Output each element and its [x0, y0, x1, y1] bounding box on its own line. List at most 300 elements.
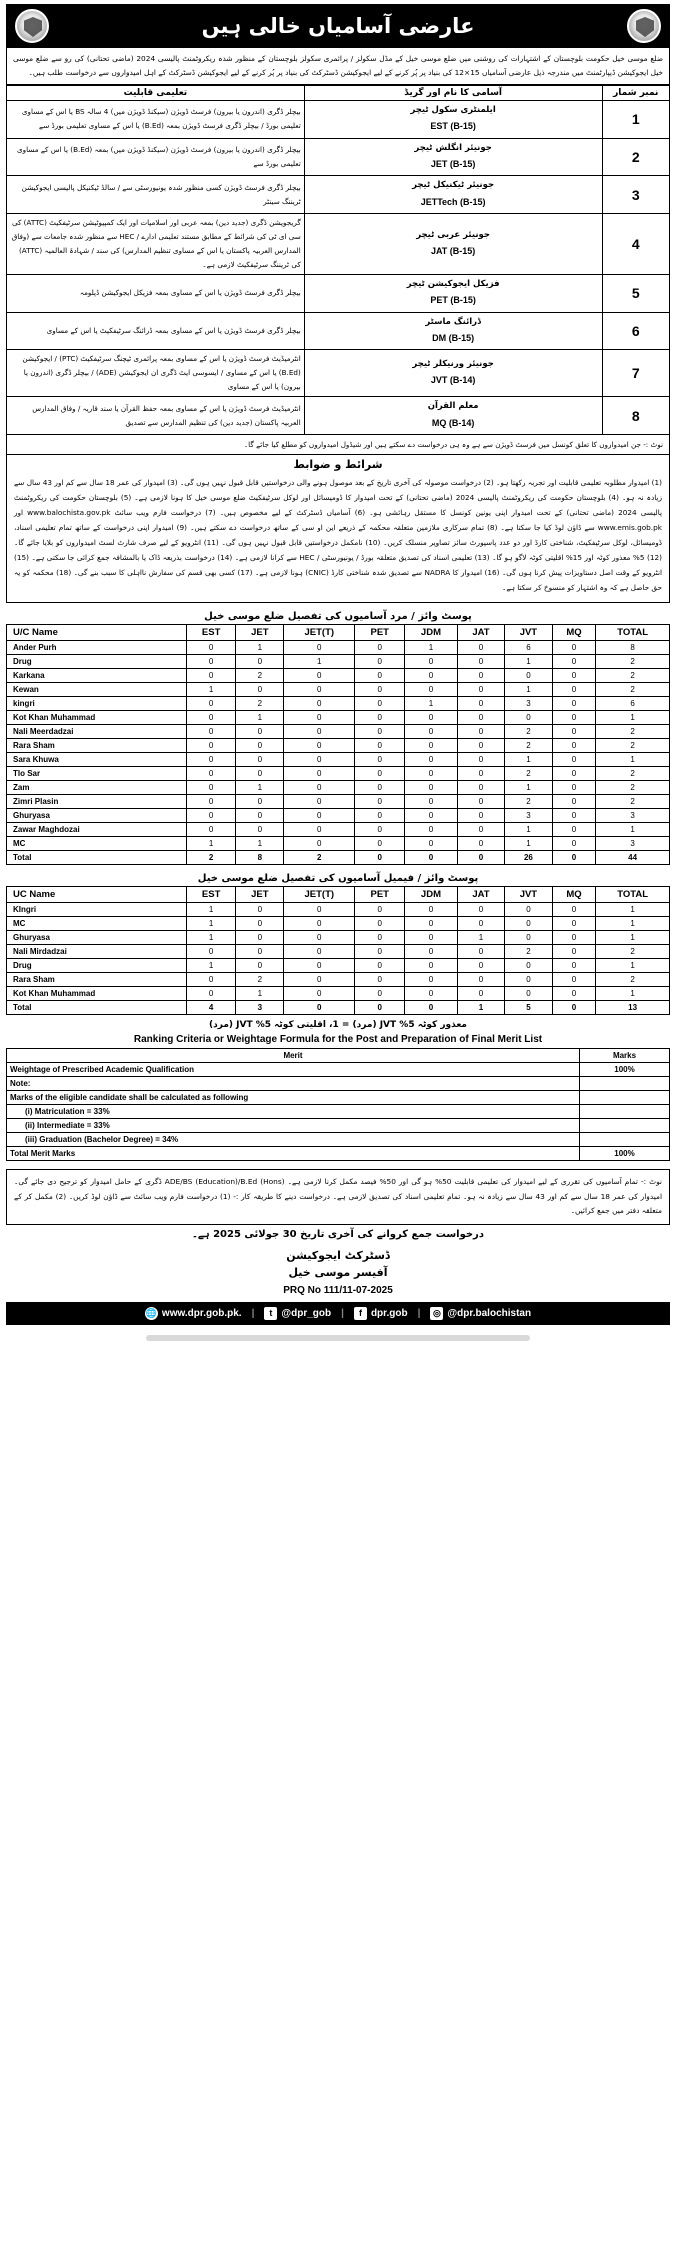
cell-mq: 0	[552, 724, 596, 738]
col-uc-name: UC Name	[7, 886, 187, 902]
twitter-icon: t	[264, 1307, 277, 1320]
cell-mq: 0	[552, 944, 596, 958]
posts-table-header-row	[7, 86, 670, 101]
col-merit: Merit	[7, 1048, 580, 1062]
cell-merit-label: Weightage of Prescribed Academic Qualification	[7, 1062, 580, 1076]
cell-est: 0	[186, 808, 236, 822]
cell-jat: 0	[457, 794, 504, 808]
cell-qualification: بیچلر ڈگری فرسٹ ڈویژن یا اس کے مساوی بمعہ فزیکل ایجوکیشن ڈپلومہ	[7, 275, 305, 313]
cell-jett: 0	[284, 682, 355, 696]
table-row	[7, 213, 670, 274]
col-pet: PET	[355, 624, 405, 640]
cell-merit-marks	[580, 1076, 670, 1090]
cell-jet: 0	[236, 654, 284, 668]
quota-line: معذور کوٹہ 5% JVT (مرد) = 1، اقلیتی کوٹہ 5% JVT (مرد)	[208, 1019, 468, 1030]
cell-jett: 0	[284, 836, 355, 850]
cell-jat: 0	[457, 986, 504, 1000]
divider: |	[341, 1308, 344, 1320]
cell-jdm: 0	[405, 836, 458, 850]
cell-total: 1	[596, 752, 670, 766]
cell-pet: 0	[355, 710, 405, 724]
table-row	[7, 1132, 670, 1146]
cell-total: 3	[596, 808, 670, 822]
post-code: DM (B-15)	[432, 332, 475, 343]
cell-jet: 0	[236, 682, 284, 696]
globe-icon: 🌐	[145, 1308, 158, 1319]
post-name-urdu: جونیئر ورنیکلر ٹیچر	[412, 358, 494, 369]
cell-serial: 3	[602, 176, 670, 214]
cell-jett: 1	[284, 654, 355, 668]
cell-mq: 0	[552, 640, 596, 654]
cell-jet: 1	[236, 986, 284, 1000]
cell-total: 1	[596, 902, 670, 916]
table-row	[7, 1104, 670, 1118]
cell-mq: 0	[552, 930, 596, 944]
cell-jdm: 0	[405, 944, 458, 958]
cell-jvt: 0	[505, 986, 553, 1000]
col-jat: JAT	[457, 886, 504, 902]
post-name-urdu: جونیئر عربی ٹیچر	[416, 229, 490, 240]
cell-total: 1	[596, 710, 670, 724]
cell-mq: 0	[552, 850, 596, 864]
table-row	[7, 176, 670, 214]
cell-jett: 0	[284, 958, 355, 972]
cell-jett: 0	[284, 794, 355, 808]
cell-total: 2	[596, 682, 670, 696]
cell-jet: 2	[236, 972, 284, 986]
table-row	[7, 350, 670, 397]
cell-serial: 8	[602, 397, 670, 435]
cell-uc-name: Ghuryasa	[7, 930, 187, 944]
cell-jdm: 0	[405, 794, 458, 808]
cell-jett: 0	[284, 1000, 355, 1014]
website-label: www.dpr.gob.pk.	[161, 1308, 242, 1320]
cell-jat: 0	[457, 808, 504, 822]
post-code: JVT (B-14)	[430, 375, 476, 386]
uc-table-1-header-row	[7, 624, 670, 640]
cell-jett: 0	[284, 822, 355, 836]
col-jat: JAT	[457, 624, 504, 640]
table-row	[7, 1118, 670, 1132]
cell-qualification: انٹرمیڈیٹ فرسٹ ڈویژن یا اس کے مساوی بمعہ حفظ القرآن یا سند قاریہ / وفاق المدارس العربیہ پاکستان (جدید دین) کی تنظیم المدارس سے تصدیق	[7, 397, 305, 435]
cell-jdm: 0	[405, 780, 458, 794]
terms-body: (1) امیدوار مطلوبہ تعلیمی قابلیت اور تجربہ رکھتا ہو۔ (2) درخواست موصولہ کی آخری تاریخ کے بعد موصول ہونے والی درخواستیں قابل قبول نہیں ہوں گی۔ (3) امیدوار کی عمر 18 سال سے کم اور 43 سال سے زیادہ نہ ہو۔ (4) بلوچستان حکومت کی ریکروٹمنٹ پالیسی 2024 (ماضی تحتانی) کے تحت امیدوار کا ڈومیسائل اور لوکل سرٹیفکیٹ ضلع موسی خیل کا ہونا لازمی ہے۔ (5) بلوچستان حکومت کی ریکروٹمنٹ پالیسی 2024 (ماضی تحتانی) کے تحت امیدوار اپنی یونین کونسل کا مستقل رہائشی ہو۔ (6) آسامیاں ڈسٹرکٹ کے لیے مخصوص ہیں۔ (7) درخواست فارم ویب سائٹ www.balochista.gov.pk اور www.emis.gob.pk سے ڈاؤن لوڈ کیا جا سکتا ہے۔ (8) تمام سرکاری ملازمین متعلقہ محکمہ کے ذریعے این او سی کے ساتھ درخواست دے سکتے ہیں۔ (9) امیدوار اپنی درخواست کے ساتھ تمام تعلیمی اسناد، ڈومیسائل، لوکل سرٹیفکیٹ، شناختی کارڈ اور دو عدد پاسپورٹ سائز تصاویر منسلک کریں۔ (10) نامکمل درخواستیں قابل قبول نہیں ہوں گی۔ (11) انٹرویو کے لیے صرف شارٹ لسٹ امیدواروں کو بلایا جائے گا۔ (12) 5% معذور کوٹہ اور 15% اقلیتی کوٹہ لاگو ہو گا۔ (13) تعلیمی اسناد کی تصدیق متعلقہ بورڈ / یونیورسٹی / HEC سے کرانا لازمی ہے۔ (14) درخواست بذریعہ ڈاک یا بالمشافہ جمع کرائی جا سکتی ہے۔ (15) انٹرویو کے وقت اصل دستاویزات پیش کرنا ہوں گی۔ (16) امیدوار کا NADRA سے تصدیق شدہ شناختی کارڈ (CNIC) ہونا لازمی ہے۔ (17) کسی بھی قسم کی سفارش نااہلی کا سبب بنے گی۔ (18) محکمہ کو یہ حق حاصل ہے کہ وہ اشتہار کو منسوخ کر سکتا ہے۔	[6, 472, 670, 603]
signature-line-1: ڈسٹرکٹ ایجوکیشن	[286, 1249, 390, 1263]
signature-line-2: آفیسر موسی خیل	[288, 1265, 388, 1279]
post-name-urdu: فزیکل ایجوکیشن ٹیچر	[406, 279, 500, 290]
instagram-link[interactable]	[430, 1307, 531, 1320]
table-row	[7, 138, 670, 176]
cell-est: 0	[186, 986, 236, 1000]
cell-jett: 0	[284, 944, 355, 958]
cell-jvt: 1	[505, 752, 553, 766]
post-name-urdu: ایلمنٹری سکول ٹیچر	[410, 105, 496, 116]
table-row-total	[7, 1146, 670, 1160]
cell-est: 0	[186, 696, 236, 710]
uc-table-male	[6, 624, 670, 865]
cell-jvt: 5	[505, 1000, 553, 1014]
cell-jet: 0	[236, 766, 284, 780]
cell-total: 2	[596, 794, 670, 808]
table-row	[7, 752, 670, 766]
cell-jat: 0	[457, 640, 504, 654]
cell-jet: 1	[236, 640, 284, 654]
col-post-name: آسامی کا نام اور گریڈ	[304, 86, 602, 101]
cell-serial: 4	[602, 213, 670, 274]
cell-merit-marks	[580, 1104, 670, 1118]
cell-total-merit-marks: 100%	[580, 1146, 670, 1160]
cell-uc-name: Zam	[7, 780, 187, 794]
divider: |	[251, 1308, 255, 1320]
uc-table-female	[6, 886, 670, 1015]
cell-jat: 0	[457, 836, 504, 850]
cell-jdm: 0	[405, 1000, 458, 1014]
cell-uc-name: MC	[7, 916, 187, 930]
table-row	[7, 986, 670, 1000]
cell-pet: 0	[355, 1000, 405, 1014]
cell-total: 1	[596, 916, 670, 930]
cell-jvt: 2	[505, 944, 553, 958]
cell-jvt: 0	[505, 930, 553, 944]
cell-mq: 0	[552, 902, 596, 916]
cell-serial: 2	[602, 138, 670, 176]
cell-jdm: 1	[405, 640, 458, 654]
cell-jat: 0	[457, 850, 504, 864]
cell-jvt: 0	[505, 902, 553, 916]
cell-jat: 0	[457, 902, 504, 916]
deadline-text: درخواست جمع کروانے کی آخری تاریخ 30 جولائی 2025 ہے۔	[192, 1229, 484, 1241]
facebook-label: dpr.gob	[370, 1308, 408, 1320]
cell-jett: 0	[284, 724, 355, 738]
cell-jat: 0	[457, 766, 504, 780]
col-jvt: JVT	[505, 886, 553, 902]
table-row	[7, 808, 670, 822]
cell-jvt: 1	[505, 780, 553, 794]
cell-qualification: گریجویشن ڈگری (جدید دین) بمعہ عربی اور اسلامیات اور ایک کمپیوٹیشن سرٹیفکیٹ (ATTC) کی سی ای ٹی کی شرائط کے مطابق مستند تعلیمی ادارے / HEC سے منظور شدہ جامعات سے (وفاق المدارس العربیہ پاکستان یا اس کے مساوی تنظیم المدارس) کی سند / شہادۃ العالمیہ (ATTC) کی ٹریننگ سرٹیفکیٹ لازمی ہے۔	[7, 213, 305, 274]
cell-jett: 0	[284, 780, 355, 794]
cell-mq: 0	[552, 958, 596, 972]
cell-uc-name: Zawar Maghdozai	[7, 822, 187, 836]
cell-jat: 0	[457, 654, 504, 668]
cell-jet: 0	[236, 902, 284, 916]
table-row	[7, 682, 670, 696]
cell-pet: 0	[355, 640, 405, 654]
cell-jdm: 0	[405, 668, 458, 682]
cell-mq: 0	[552, 794, 596, 808]
post-name-urdu: جونیئر ٹیکنیکل ٹیچر	[412, 180, 495, 191]
cell-qualification: بیچلر ڈگری فرسٹ ڈویژن یا اس کے مساوی بمعہ ڈرائنگ سرٹیفکیٹ یا اس کے مساوی	[7, 312, 305, 350]
cell-jat: 0	[457, 682, 504, 696]
col-serial: نمبر شمار	[602, 86, 670, 101]
cell-jet: 0	[236, 822, 284, 836]
cell-est: 0	[186, 780, 236, 794]
cell-total: 3	[596, 836, 670, 850]
cell-jdm: 0	[405, 902, 458, 916]
cell-jet: 0	[236, 930, 284, 944]
cell-uc-name: Ander Purh	[7, 640, 187, 654]
cell-jet: 1	[236, 710, 284, 724]
cell-uc-name: Kewan	[7, 682, 187, 696]
govt-emblem-left-icon	[15, 9, 49, 43]
cell-jdm: 0	[405, 808, 458, 822]
page-title: عارضی آسامیاں خالی ہیں	[201, 14, 475, 38]
col-uc-name: U/C Name	[7, 624, 187, 640]
table-row	[7, 902, 670, 916]
signature-block	[6, 1242, 670, 1283]
cell-total: 44	[596, 850, 670, 864]
col-jet: JET	[236, 886, 284, 902]
cell-uc-name: Sara Khuwa	[7, 752, 187, 766]
cell-jett: 0	[284, 752, 355, 766]
cell-jat: 0	[457, 696, 504, 710]
table-row	[7, 958, 670, 972]
cell-jvt: 6	[505, 640, 553, 654]
cell-est: 2	[186, 850, 236, 864]
cell-merit-marks	[580, 1132, 670, 1146]
cell-est: 0	[186, 654, 236, 668]
cell-qualification: بیچلر ڈگری فرسٹ ڈویژن کسی منظور شدہ یونیورسٹی سے / سالڈ ٹیکنیکل پالیسی ایجوکیشن ٹریننگ سینٹر	[7, 176, 305, 214]
uc-table-1-body	[7, 640, 670, 864]
cell-uc-name: kingri	[7, 696, 187, 710]
cell-merit-label: Marks of the eligible candidate shall be calculated as following	[7, 1090, 580, 1104]
cell-jvt: 2	[505, 766, 553, 780]
cell-merit-marks	[580, 1118, 670, 1132]
cell-serial: 1	[602, 101, 670, 139]
cell-pet: 0	[355, 752, 405, 766]
prq-number: PRQ No 111/11-07-2025	[283, 1285, 393, 1297]
cell-est: 0	[186, 738, 236, 752]
cell-jet: 0	[236, 808, 284, 822]
cell-jvt: 2	[505, 794, 553, 808]
cell-pet: 0	[355, 724, 405, 738]
cell-jet: 0	[236, 794, 284, 808]
table-row-total	[7, 1000, 670, 1014]
cell-jat: 0	[457, 958, 504, 972]
cell-jat: 0	[457, 738, 504, 752]
cell-jvt: 0	[505, 916, 553, 930]
divider: |	[417, 1308, 421, 1320]
cell-uc-name: Drug	[7, 958, 187, 972]
cell-pet: 0	[355, 850, 405, 864]
col-pet: PET	[355, 886, 405, 902]
cell-jat: 0	[457, 752, 504, 766]
cell-jat: 0	[457, 972, 504, 986]
post-code: EST (B-15)	[430, 121, 476, 132]
post-name-urdu: ڈرائنگ ماسٹر	[425, 316, 481, 327]
table-row	[7, 766, 670, 780]
posts-table	[6, 85, 670, 435]
cell-pet: 0	[355, 902, 405, 916]
uc-table-2-body	[7, 902, 670, 1014]
cell-uc-name: Total	[7, 1000, 187, 1014]
col-est: EST	[186, 886, 236, 902]
cell-pet: 0	[355, 836, 405, 850]
cell-uc-name: MC	[7, 836, 187, 850]
cell-pet: 0	[355, 696, 405, 710]
cell-mq: 0	[552, 780, 596, 794]
col-jett: JET(T)	[284, 886, 355, 902]
cell-jdm: 0	[405, 766, 458, 780]
cell-merit-label: Note:	[7, 1076, 580, 1090]
cell-uc-name: Tlo Sar	[7, 766, 187, 780]
cell-jvt: 0	[505, 958, 553, 972]
table-row	[7, 944, 670, 958]
table-row	[7, 1076, 670, 1090]
cell-jet: 0	[236, 958, 284, 972]
cell-est: 1	[186, 930, 236, 944]
cell-pet: 0	[355, 958, 405, 972]
cell-jat: 0	[457, 710, 504, 724]
cell-jdm: 0	[405, 916, 458, 930]
cell-jdm: 0	[405, 752, 458, 766]
cell-jvt: 0	[505, 972, 553, 986]
cell-jet: 1	[236, 836, 284, 850]
cell-post	[304, 176, 602, 214]
table-row-total	[7, 850, 670, 864]
cell-post	[304, 312, 602, 350]
cell-jet: 0	[236, 944, 284, 958]
cell-pet: 0	[355, 930, 405, 944]
cell-uc-name: Zimri Plasin	[7, 794, 187, 808]
cell-mq: 0	[552, 916, 596, 930]
cell-est: 0	[186, 724, 236, 738]
terms-heading: شرائط و ضوابط	[6, 455, 670, 472]
cell-pet: 0	[355, 972, 405, 986]
facebook-link[interactable]	[354, 1307, 408, 1320]
cell-uc-name: Rara Sham	[7, 738, 187, 752]
cell-est: 0	[186, 766, 236, 780]
cell-mq: 0	[552, 836, 596, 850]
cell-post	[304, 138, 602, 176]
cell-uc-name: Nali Meerdadzai	[7, 724, 187, 738]
col-jett: JET(T)	[284, 624, 355, 640]
cell-jat: 1	[457, 930, 504, 944]
cell-jvt: 26	[505, 850, 553, 864]
cell-jdm: 0	[405, 710, 458, 724]
cell-mq: 0	[552, 808, 596, 822]
cell-uc-name: Ghuryasa	[7, 808, 187, 822]
intro-paragraph: ضلع موسی خیل حکومت بلوچستان کے اشتہارات کی روشنی میں ضلع موسی خیل کے مڈل سکولز / پرائمری سکولز بلوچستان کے منظور شدہ ریکروٹمنٹ پالیسی 2024 (ماضی تحتانی) کی رو سے ضلع موسی خیل ایجوکیشن ڈیپارٹمنٹ میں مندرجہ ذیل عارضی آسامیاں 15×12 کی بنیاد پر پُر کرنے کے لیے ایجوکیشن ڈسٹرکٹ کی بنیاد پر پُر کرنے کے لیے ایجوکیشن ڈسٹرکٹ کے اہل امیدواروں سے درخواست طلب ہیں۔	[6, 48, 670, 85]
cell-uc-name: Kot Khan Muhammad	[7, 710, 187, 724]
cell-jvt: 0	[505, 710, 553, 724]
cell-post	[304, 213, 602, 274]
cell-mq: 0	[552, 710, 596, 724]
cell-mq: 0	[552, 682, 596, 696]
cell-total: 1	[596, 930, 670, 944]
table-row	[7, 397, 670, 435]
cell-jdm: 0	[405, 738, 458, 752]
col-mq: MQ	[552, 624, 596, 640]
cell-jet: 1	[236, 780, 284, 794]
cell-mq: 0	[552, 696, 596, 710]
cell-est: 1	[186, 958, 236, 972]
col-jet: JET	[236, 624, 284, 640]
col-total: TOTAL	[596, 886, 670, 902]
table-row	[7, 836, 670, 850]
note-line: نوٹ :- جن امیدواروں کا تعلق کونسل میں فرسٹ ڈویژن سے ہے وہ ہی درخواست دے سکتے ہیں اور شیڈول امیدواروں کو مطلع کیا جائے گا۔	[6, 435, 670, 455]
cell-jet: 0	[236, 752, 284, 766]
cell-jet: 2	[236, 696, 284, 710]
cell-total-merit-label: Total Merit Marks	[7, 1146, 580, 1160]
twitter-label: @dpr_gob	[281, 1308, 332, 1320]
cell-jett: 0	[284, 710, 355, 724]
header-band	[6, 4, 670, 48]
cell-jat: 0	[457, 822, 504, 836]
cell-total: 8	[596, 640, 670, 654]
col-jvt: JVT	[505, 624, 553, 640]
footer-note-heading: نوٹ :-	[640, 1176, 662, 1186]
cell-uc-name: Total	[7, 850, 187, 864]
cell-mq: 0	[552, 738, 596, 752]
cell-est: 1	[186, 902, 236, 916]
table-row	[7, 275, 670, 313]
cell-total: 2	[596, 668, 670, 682]
ranking-title: Ranking Criteria or Weightage Formula for the Post and Preparation of Final Merit List	[133, 1033, 543, 1045]
cell-post	[304, 101, 602, 139]
instagram-label: @dpr.balochistan	[447, 1308, 532, 1320]
post-code: JET (B-15)	[430, 159, 476, 170]
table-row	[7, 101, 670, 139]
post-code: JAT (B-15)	[430, 245, 476, 256]
table-row	[7, 972, 670, 986]
cell-jett: 0	[284, 696, 355, 710]
cell-serial: 5	[602, 275, 670, 313]
table-row	[7, 930, 670, 944]
cell-est: 1	[186, 836, 236, 850]
cell-jett: 2	[284, 850, 355, 864]
scrollbar-indicator[interactable]	[146, 1335, 530, 1341]
cell-est: 0	[186, 668, 236, 682]
cell-jett: 0	[284, 902, 355, 916]
website-link[interactable]	[145, 1307, 242, 1320]
cell-est: 0	[186, 752, 236, 766]
table-row	[7, 822, 670, 836]
cell-jdm: 0	[405, 930, 458, 944]
cell-jat: 0	[457, 724, 504, 738]
cell-merit-marks: 100%	[580, 1062, 670, 1076]
spacer	[6, 1325, 670, 1335]
cell-pet: 0	[355, 794, 405, 808]
cell-jvt: 1	[505, 682, 553, 696]
table-row	[7, 916, 670, 930]
merit-table-header-row	[7, 1048, 670, 1062]
cell-jett: 0	[284, 808, 355, 822]
cell-jvt: 1	[505, 836, 553, 850]
uc-table-2-title: پوسٹ وائز / فیمیل آسامیوں کی تفصیل ضلع موسی خیل	[197, 872, 479, 884]
cell-jat: 0	[457, 780, 504, 794]
col-mq: MQ	[552, 886, 596, 902]
col-qualification: تعلیمی قابلیت	[7, 86, 305, 101]
cell-jat: 0	[457, 916, 504, 930]
cell-jett: 0	[284, 738, 355, 752]
cell-total: 13	[596, 1000, 670, 1014]
cell-qualification: بیچلر ڈگری (اندرون یا بیرون) فرسٹ ڈویژن (سیکنڈ ڈویژن میں) 4 سالہ BS یا اس کے مساوی تعلیمی بورڈ / بیچلر ڈگری فرسٹ ڈویژن بمعہ (B.Ed) یا اس کے مساوی تعلیمی بورڈ سے	[7, 101, 305, 139]
cell-serial: 6	[602, 312, 670, 350]
cell-pet: 0	[355, 738, 405, 752]
post-code: PET (B-15)	[430, 295, 476, 306]
instagram-icon: ◎	[430, 1307, 443, 1320]
twitter-link[interactable]	[264, 1307, 331, 1320]
post-name-urdu: معلم القرآن	[427, 401, 479, 412]
facebook-icon: f	[354, 1307, 367, 1320]
cell-jdm: 0	[405, 654, 458, 668]
cell-mq: 0	[552, 1000, 596, 1014]
merit-table	[6, 1048, 670, 1161]
footer-note	[6, 1169, 670, 1225]
cell-post	[304, 397, 602, 435]
cell-jvt: 0	[505, 668, 553, 682]
cell-total: 2	[596, 944, 670, 958]
